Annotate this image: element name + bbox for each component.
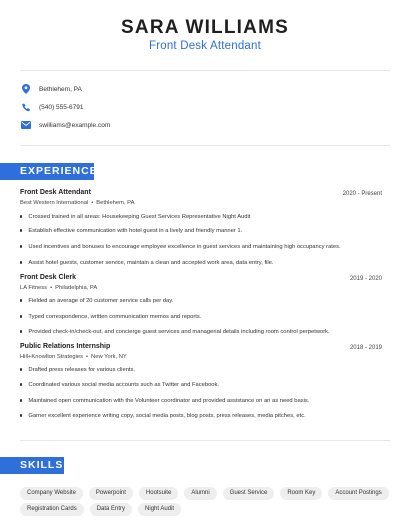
skill-tag: Data Entry [90,503,132,516]
skill-tag: Account Postings [328,487,388,500]
divider [20,145,390,146]
skills-row [20,487,395,500]
job-dates: 2019 - 2020 [349,276,382,282]
company-name: LA Fitness [20,285,48,291]
skill-tag: Powerpoint [89,487,133,500]
skill-tag: Night Audit [138,503,181,516]
job-dates: 2020 - Present [342,191,382,197]
list-item: Assist hotel guests, customer service, maintain a clean and accepted work area, data entry, file. [20,258,386,267]
list-item: Used incentives and bonuses to encourage employee excellence in guest services and maintaining high occupancy rates. [20,242,386,251]
list-item: Establish effective communication with hotel guest in a lively and friendly manner 1. [20,226,386,235]
list-item: Typed correspondence, written communication memos and reports. [20,312,386,321]
contact-email[interactable] [21,118,110,132]
contact-phone [21,100,83,114]
list-item: Provided check-in/check-out, and concierge guest services and managerial details including room control perpetwork. [20,327,386,336]
list-item: Fielded an average of 20 customer service calls per day. [20,296,386,305]
experience-heading: EXPERIENCE [0,163,94,180]
contact-location [21,82,82,96]
company-location: Philadelphia, PA [55,285,98,291]
envelope-icon [21,120,31,130]
skill-tag: Company Website [20,487,83,500]
job-title: Public Relations Internship [20,343,111,350]
skill-tag: Registration Cards [20,503,84,516]
job-dates: 2018 - 2019 [349,345,382,351]
company-location: Bethlehem, PA [96,200,135,206]
company-name: Hill+Knowlton Strategies [20,354,83,360]
list-item: Coordinated various social media accounts such as Twitter and Facebook. [20,380,386,389]
list-item: Garner excellent experience writing copy, social media posts, blog posts, press releases, media pitches, etc. [20,411,386,420]
phone-icon [21,102,31,112]
skill-tag: Hootsuite [139,487,178,500]
job-company: LA Fitness • Philadelphia, PA [20,285,98,291]
job-title: Front Desk Clerk [20,274,77,281]
divider [20,440,390,441]
candidate-name: SARA WILLIAMS [121,17,289,38]
skill-tag: Room Key [280,487,322,500]
map-pin-icon [21,84,31,94]
job-company: Best Western International • Bethlehem, PA [20,200,135,206]
skill-tag: Guest Service [223,487,275,500]
divider [20,70,390,71]
skill-tag: Alumni [184,487,216,500]
company-name: Best Western International [20,200,89,206]
skills-row [20,503,187,516]
candidate-role: Front Desk Attendant [148,40,262,52]
location-text: Bethlehem, PA [39,85,82,93]
email-text[interactable]: swilliams@example.com [39,121,111,129]
job-title: Front Desk Attendant [20,189,91,196]
list-item: Maintained open communication with the Volunteer coordinator and provided assistance on an as need basis. [20,396,386,405]
job-company: Hill+Knowlton Strategies • New York, NY [20,354,127,360]
list-item: Drafted press releases for various clients. [20,365,386,374]
list-item: Crossed trained in all areas: Housekeeping Guest Services Representative Night Audit [20,212,386,221]
company-location: New York, NY [91,354,127,360]
skills-heading: SKILLS [0,457,64,474]
phone-text: (540) 555-6791 [39,103,84,111]
